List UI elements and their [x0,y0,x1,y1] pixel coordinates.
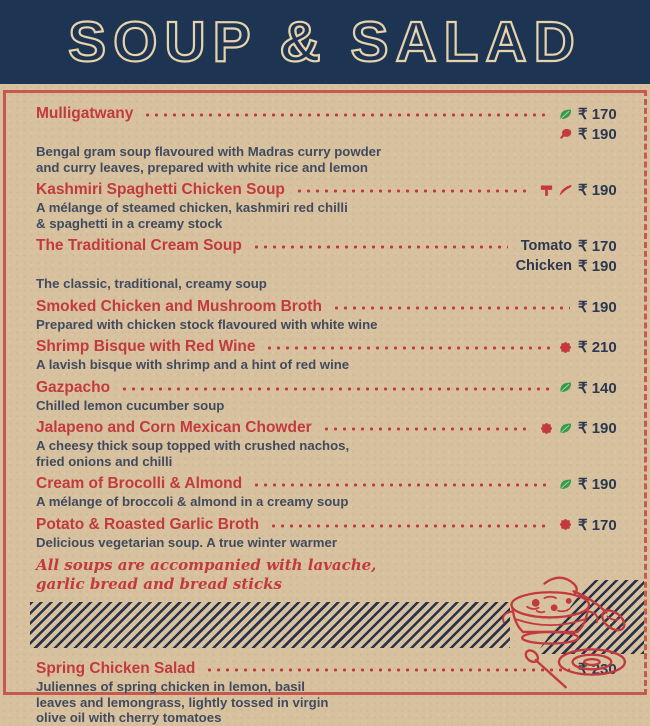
menu-item [36,419,632,469]
description-line: leaves and lemongrass, lightly tossed in virgin [36,694,329,710]
price-group [578,298,632,316]
price-amount: ₹ 190 [578,420,617,437]
item-description [36,200,632,231]
item-name: Spring Chicken Salad [36,660,196,677]
price-row [559,516,632,534]
leaf-icon [559,381,572,394]
price-amount: ₹ 230 [578,661,617,678]
dotted-leader [120,387,551,391]
item-description [36,276,632,292]
price-row [578,298,632,316]
price-row [559,125,632,143]
description-line: A cheesy thick soup topped with crushed nachos, [36,438,350,453]
item-name: Shrimp Bisque with Red Wine [36,338,256,355]
striped-band [30,602,510,648]
price-amount: ₹ 140 [578,379,617,397]
soup-section [36,105,632,550]
description-line: olive oil with cherry tomatoes [36,710,222,725]
price-amount: ₹ 190 [578,182,617,199]
price-amount: ₹ 190 [578,298,617,316]
soup-bowl-illustration [478,568,638,694]
description-line: A lavish bisque with shrimp and a hint of red wine [36,357,350,372]
item-description [36,438,632,469]
rosette-icon [540,422,553,435]
price-row [559,338,632,356]
item-header [36,338,632,356]
price-row [540,419,632,437]
price-group [559,105,632,143]
item-name: The Traditional Cream Soup [36,237,242,254]
price-amount: ₹ 170 [578,238,617,255]
rosette-icon [559,518,572,531]
item-header [36,516,632,534]
price-row [559,475,632,493]
section-divider [30,596,644,656]
dotted-leader [269,524,551,528]
menu-title: SOUP & SALAD [68,10,582,74]
item-description [36,398,632,414]
item-name: Kashmiri Spaghetti Chicken Soup [36,181,285,198]
item-header [36,298,632,316]
price-amount: ₹ 190 [578,476,617,493]
dotted-leader [252,245,508,249]
price-group [540,419,632,437]
item-name: Potato & Roasted Garlic Broth [36,515,260,533]
dotted-leader [143,113,551,117]
item-name: Cream of Brocolli & Almond [36,475,243,492]
menu-item [36,516,632,551]
leaf-icon [559,108,572,121]
description-line: and curry leaves, prepared with white rice and lemon [36,159,368,175]
dotted-leader [252,483,551,487]
note-line: All soups are accompanied with lavache, [36,556,377,574]
price-group [559,338,632,356]
menu-item [36,237,632,292]
drumstick-icon [559,128,572,141]
item-header [36,105,632,143]
price-variant-label: Chicken [515,258,572,274]
menu-item [36,105,632,175]
leaf-icon [559,478,572,491]
price-amount: ₹ 190 [578,258,617,275]
description-line: A mélange of broccoli & almond in a creamy soup [36,494,349,509]
price-variant-label: Tomato [520,238,572,254]
price-group [559,516,632,534]
description-line: Bengal gram soup flavoured with Madras curry powder [36,144,382,159]
price-row [516,257,632,275]
item-description [36,494,632,510]
item-name: Smoked Chicken and Mushroom Broth [36,297,322,315]
menu-item [36,298,632,333]
price-group [540,181,632,199]
leaf-icon [559,422,572,435]
menu-item [36,475,632,510]
item-description [36,317,632,333]
menu-item [36,379,632,414]
price-amount: ₹ 170 [578,106,617,123]
menu-sheet [3,90,647,725]
price-group [559,475,632,493]
description-line: Prepared with chicken stock flavoured with white wine [36,316,378,332]
item-header [36,419,632,437]
price-row [521,237,632,255]
description-line: fried onions and chilli [36,453,173,469]
item-header [36,379,632,397]
item-description [36,535,632,551]
cleaver-icon [540,184,553,197]
dotted-leader [265,346,551,350]
description-line: Chilled lemon cucumber soup [36,397,225,413]
price-amount: ₹ 190 [578,126,617,143]
description-line: Juliennes of spring chicken in lemon, basil [36,679,305,694]
menu-header [0,0,650,84]
note-line: garlic bread and bread sticks [36,575,282,593]
price-row [559,105,632,123]
description-line: Delicious vegetarian soup. A true winter warmer [36,534,337,550]
item-name: Jalapeno and Corn Mexican Chowder [36,419,312,436]
description-line: A mélange of steamed chicken, kashmiri red chilli [36,200,348,215]
chilli-icon [559,184,572,197]
price-amount: ₹ 210 [578,339,617,356]
dotted-leader [295,189,532,193]
item-header [36,237,632,275]
menu-item [36,338,632,373]
price-group [559,379,632,397]
item-header [36,475,632,493]
dotted-leader [332,306,570,310]
item-name: Mulligatwany [36,105,134,122]
item-description [36,144,632,175]
rosette-icon [559,341,572,354]
item-description [36,357,632,373]
item-name: Gazpacho [36,378,111,396]
price-row [559,379,632,397]
menu-item [36,181,632,231]
price-group [516,237,632,275]
price-amount: ₹ 170 [578,516,617,534]
item-header [36,181,632,199]
description-line: The classic, traditional, creamy soup [36,276,267,291]
price-row [540,181,632,199]
dotted-leader [322,427,532,431]
description-line: & spaghetti in a creamy stock [36,215,223,231]
